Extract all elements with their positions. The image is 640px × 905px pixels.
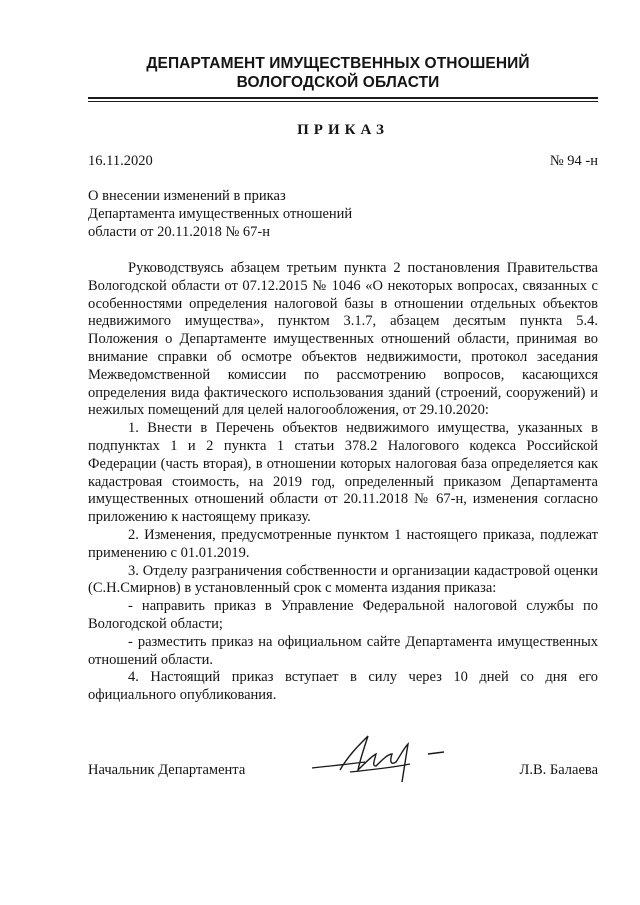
department-name-line2: ВОЛОГОДСКОЙ ОБЛАСТИ: [236, 74, 440, 91]
subject-line: Департамента имущественных отношений: [88, 206, 353, 222]
document-title: ПРИКАЗ: [297, 122, 389, 138]
clause-4-paragraph: 4. Настоящий приказ вступает в силу через 10 дней со дня его официального опубликования.: [88, 669, 598, 704]
document-number: № 94 -н: [549, 153, 598, 169]
department-header: [88, 54, 588, 92]
clause-1-paragraph: 1. Внести в Перечень объектов недвижимого имущества, указанных в подпунктах 1 и 2 пункта 1 статьи 378.2 Налогового кодекса Российской Федерации (часть вторая), в отношении которых налоговая база определяется как кадастровая стоимость, на 2019 год, определенный приказом Департамента имущественных отношений области от 20.11.2018 № 67-н, изменения согласно приложению к настоящему приказу.: [88, 420, 598, 526]
subject-line: области от 20.11.2018 № 67-н: [88, 224, 271, 240]
document-body: [88, 260, 598, 705]
clause-3-paragraph: 3. Отделу разграничения собственности и организации кадастровой оценки (С.Н.Смирнов) в установленный срок с момента издания приказа:: [88, 562, 598, 597]
header-rule-thin: [88, 101, 598, 102]
subject-line: О внесении изменений в приказ: [88, 188, 286, 204]
document-subject: [88, 187, 352, 241]
department-name-line1: ДЕПАРТАМЕНТ ИМУЩЕСТВЕННЫХ ОТНОШЕНИЙ: [146, 55, 530, 72]
clause-2-paragraph: 2. Изменения, предусмотренные пунктом 1 настоящего приказа, подлежат применению с 01.01.2019.: [88, 526, 598, 561]
signatory-name: Л.В. Балаева: [519, 762, 598, 778]
clause-3-item-2: - разместить приказ на официальном сайте Департамента имущественных отношений области.: [88, 633, 598, 668]
signatory-position: Начальник Департамента: [88, 762, 246, 778]
preamble-paragraph: Руководствуясь абзацем третьим пункта 2 постановления Правительства Вологодской области от 07.12.2015 № 1046 «О некоторых вопросах, связанных с особенностями определения налоговой базы в отношении отдельных объектов недвижимого имущества», пунктом 3.1.7, абзацем десятым пункта 5.4. Положения о Департаменте имущественных отношений области, принимая во внимание справки об осмотре объектов недвижимости, протокол заседания Межведомственной комиссии по рассмотрению вопросов, касающихся определения вида фактического использования зданий (строений, сооружений) и нежилых помещений для целей налогообложения, от 29.10.2020:: [88, 260, 598, 419]
document-date: 16.11.2020: [88, 153, 153, 169]
header-rule-thick: [88, 97, 598, 99]
clause-3-item-1: - направить приказ в Управление Федеральной налоговой службы по Вологодской области;: [88, 598, 598, 632]
handwritten-signature: [310, 726, 460, 786]
